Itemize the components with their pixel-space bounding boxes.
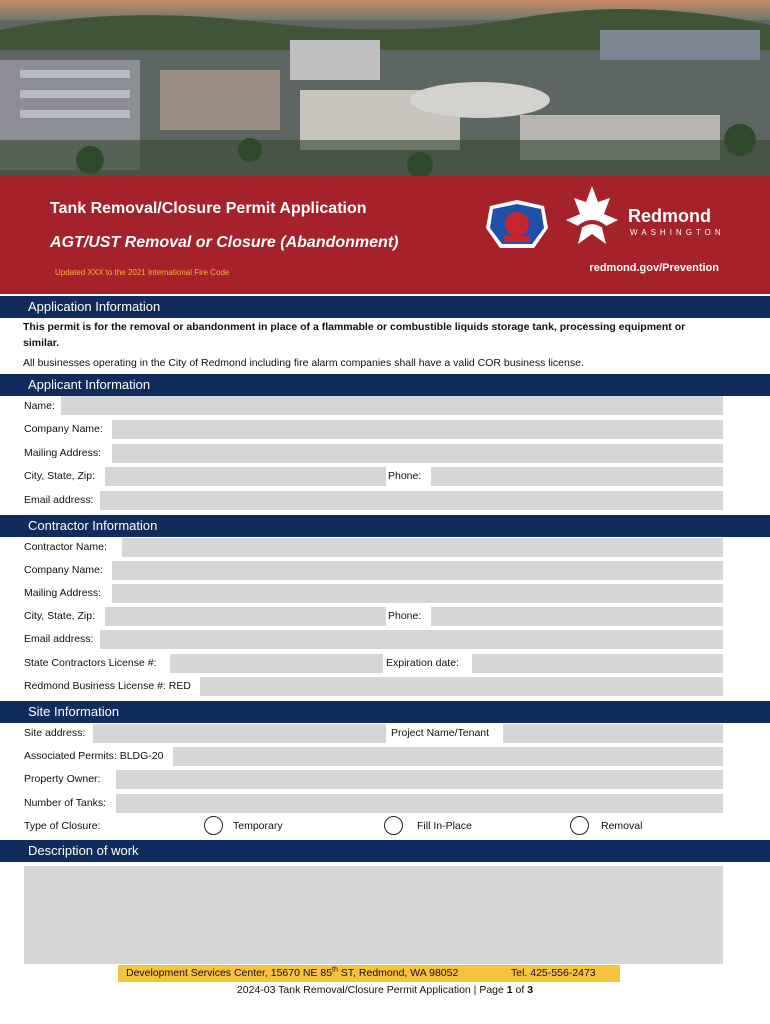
number-of-tanks-label: Number of Tanks:	[24, 797, 107, 809]
applicant-email-field[interactable]	[100, 491, 723, 510]
property-owner-label: Property Owner:	[24, 773, 101, 785]
associated-permits-field[interactable]	[173, 747, 723, 766]
applicant-mailing-field[interactable]	[112, 444, 723, 463]
footer-address	[126, 965, 458, 982]
applicant-phone-label: Phone:	[388, 470, 422, 482]
applicant-name-field[interactable]	[61, 396, 723, 415]
business-license-field[interactable]	[200, 677, 723, 696]
permit-description-line1b: similar.	[23, 337, 60, 349]
closure-temporary-radio[interactable]	[204, 816, 223, 835]
contractor-company-field[interactable]	[112, 561, 723, 580]
permit-description-line1: This permit is for the removal or abandonment in place of a flammable or combustible liquids storage tank, processing equipment or	[23, 321, 686, 333]
contractor-name-field[interactable]	[122, 538, 723, 557]
business-license-note: All businesses operating in the City of Redmond including fire alarm companies shall have a valid COR business license.	[23, 357, 584, 369]
property-owner-field[interactable]	[116, 770, 723, 789]
contractor-mailing-field[interactable]	[112, 584, 723, 603]
aerial-photo-image	[0, 0, 770, 176]
expiration-date-label: Expiration date:	[386, 657, 459, 669]
page-footer	[0, 984, 770, 996]
redmond-brand-name: Redmond	[628, 206, 711, 226]
contractor-city-field[interactable]	[105, 607, 386, 626]
footer-contact-bar	[118, 965, 620, 982]
site-address-label: Site address:	[24, 727, 86, 739]
section-applicant-information: Applicant Information	[0, 374, 770, 396]
state-license-field[interactable]	[170, 654, 383, 673]
footer-telephone: Tel. 425-556-2473	[511, 967, 596, 979]
applicant-city-label: City, State, Zip:	[24, 470, 95, 482]
closure-temporary-label: Temporary	[233, 820, 283, 832]
contractor-email-label: Email address:	[24, 633, 94, 645]
contractor-phone-label: Phone:	[388, 610, 422, 622]
section-application-information: Application Information	[0, 296, 770, 318]
type-of-closure-label: Type of Closure:	[24, 820, 101, 832]
redmond-logo-icon	[562, 184, 622, 248]
contractor-email-field[interactable]	[100, 630, 723, 649]
applicant-name-label: Name:	[24, 400, 55, 412]
contractor-mailing-label: Mailing Address:	[24, 587, 102, 599]
prevention-link[interactable]: redmond.gov/Prevention	[589, 262, 719, 274]
project-name-label: Project Name/Tenant	[391, 727, 490, 739]
state-license-label: State Contractors License #:	[24, 657, 157, 669]
footer-address-superscript: th	[332, 966, 338, 974]
closure-fill-in-place-label: Fill In-Place	[417, 820, 472, 832]
section-description-of-work: Description of work	[0, 840, 770, 862]
contractor-phone-field[interactable]	[431, 607, 723, 626]
applicant-city-field[interactable]	[105, 467, 386, 486]
closure-removal-label: Removal	[601, 820, 643, 832]
title-banner	[0, 176, 770, 294]
page-number: 1	[506, 984, 513, 996]
applicant-mailing-label: Mailing Address:	[24, 447, 102, 459]
page-of: of	[512, 984, 528, 996]
site-address-field[interactable]	[93, 724, 386, 743]
footer-address-street: ST, Redmond, WA 98052	[337, 967, 459, 979]
applicant-phone-field[interactable]	[431, 467, 723, 486]
applicant-company-label: Company Name:	[24, 423, 103, 435]
page-total: 3	[527, 984, 534, 996]
project-name-field[interactable]	[503, 724, 723, 743]
number-of-tanks-field[interactable]	[116, 794, 723, 813]
contractor-name-label: Contractor Name:	[24, 541, 107, 553]
section-contractor-information: Contractor Information	[0, 515, 770, 537]
page-footer-doc: 2024-03 Tank Removal/Closure Permit Application | Page	[236, 984, 507, 996]
business-license-label: Redmond Business License #: RED	[24, 680, 191, 692]
contractor-company-label: Company Name:	[24, 564, 103, 576]
header-aerial-photo	[0, 0, 770, 176]
applicant-company-field[interactable]	[112, 420, 723, 439]
applicant-email-label: Email address:	[24, 494, 94, 506]
section-site-information: Site Information	[0, 701, 770, 723]
document-title: Tank Removal/Closure Permit Application	[50, 200, 367, 217]
updated-note: Updated XXX to the 2021 International Fire Code	[55, 268, 230, 277]
description-of-work-field[interactable]	[24, 866, 723, 964]
redmond-brand-sub: WASHINGTON	[630, 228, 725, 237]
document-subtitle: AGT/UST Removal or Closure (Abandonment)	[50, 234, 399, 251]
expiration-date-field[interactable]	[472, 654, 723, 673]
fire-department-badge-icon	[482, 198, 552, 252]
associated-permits-label: Associated Permits: BLDG-20	[24, 750, 164, 762]
contractor-city-label: City, State, Zip:	[24, 610, 95, 622]
closure-removal-radio[interactable]	[570, 816, 589, 835]
closure-fill-in-place-radio[interactable]	[384, 816, 403, 835]
footer-address-text: Development Services Center, 15670 NE 85	[126, 967, 333, 979]
